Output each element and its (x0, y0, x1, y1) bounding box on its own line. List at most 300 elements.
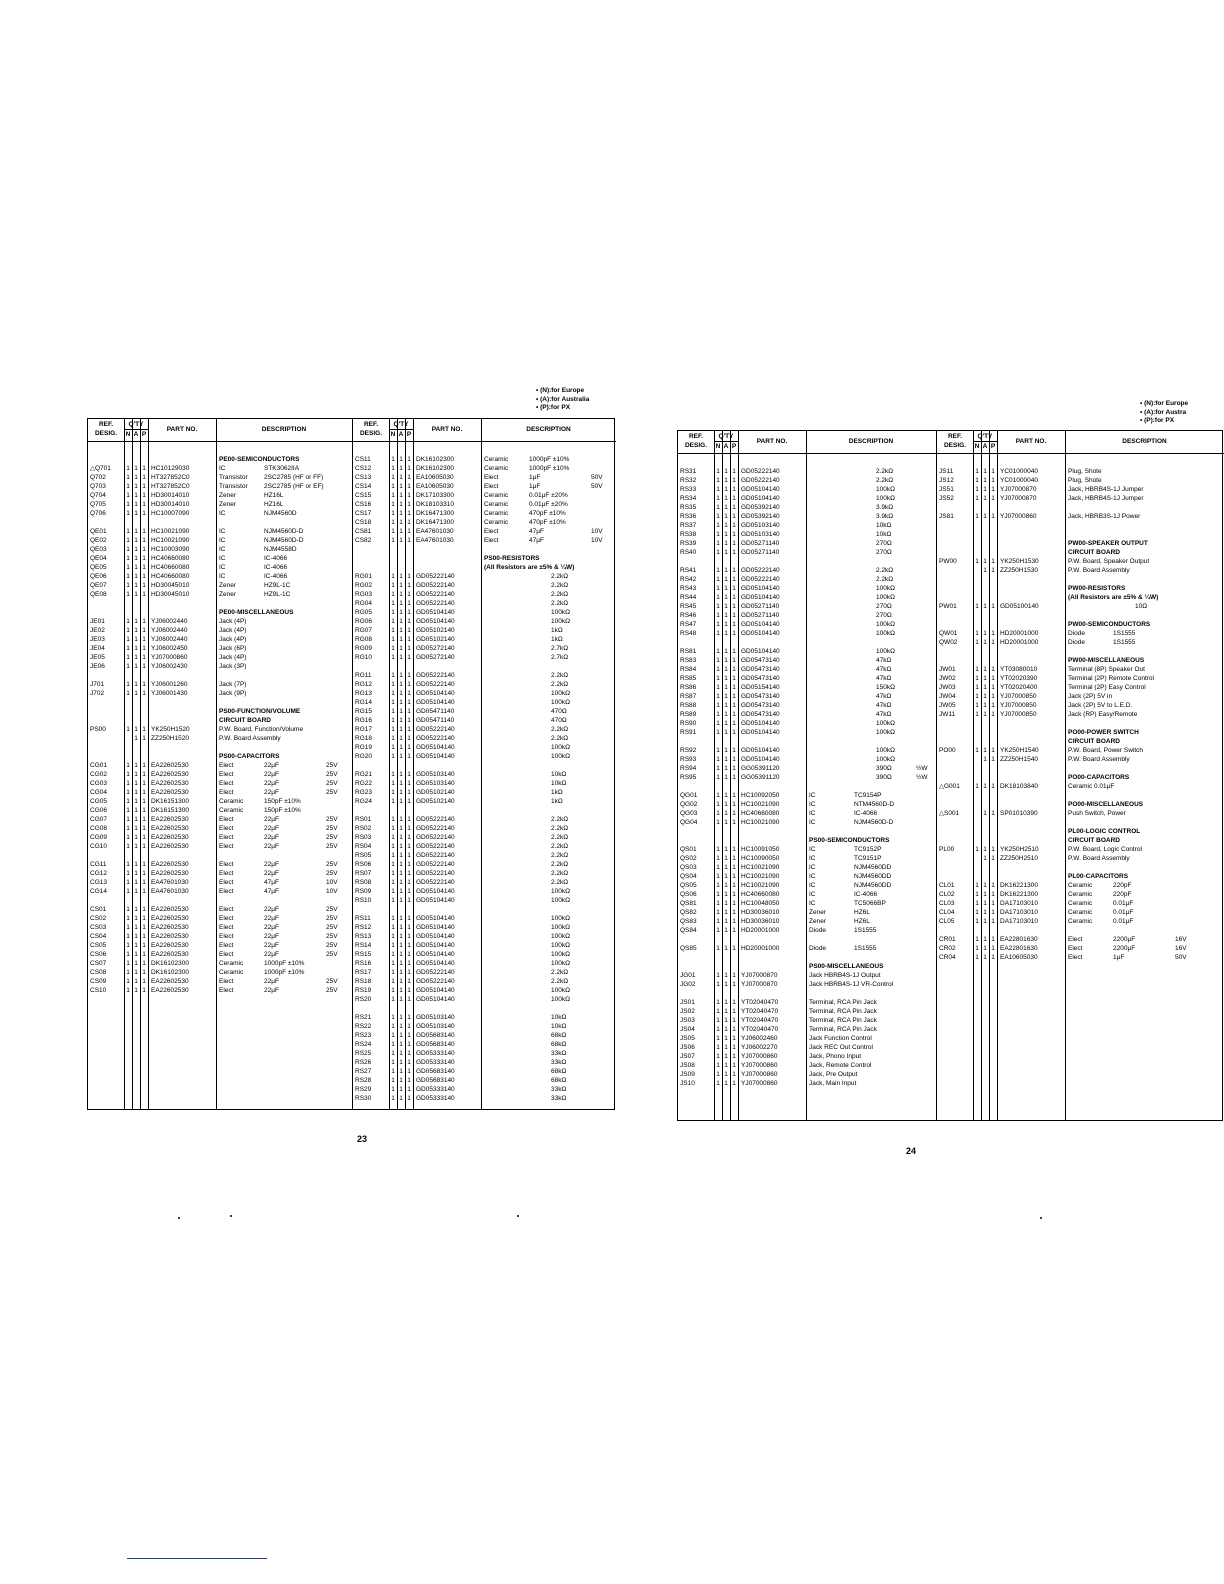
ref-desig: PL00 (939, 846, 955, 853)
description-type: P.W. Board Assembly (1068, 756, 1130, 763)
ref-desig: CG08 (90, 825, 107, 832)
qty-a: 1 (724, 648, 728, 655)
qty-n: 1 (716, 1062, 720, 1069)
qty-a: 1 (724, 900, 728, 907)
qty-n: 1 (391, 510, 395, 517)
qty-n: 1 (391, 834, 395, 841)
part-number: DK16151300 (151, 807, 189, 814)
table-row (678, 989, 936, 998)
table-row (353, 473, 616, 482)
table-row (678, 701, 936, 710)
part-number: YJ07000870 (1000, 495, 1037, 502)
description-type: PW00-SEMICONDUCTORS (1068, 621, 1151, 628)
qty-n: 1 (975, 954, 979, 961)
qty-p: 1 (142, 474, 146, 481)
qty-p: 1 (407, 627, 411, 634)
qty-a: 1 (134, 492, 138, 499)
qty-n: 1 (716, 603, 720, 610)
part-number: GD05333140 (416, 1050, 455, 1057)
description-value: NJM4560DD (854, 873, 892, 880)
part-number: GD05473140 (741, 711, 780, 718)
description-type: IC (809, 810, 816, 817)
description-value: 22μF (264, 762, 279, 769)
description-value: 1μF (1113, 954, 1125, 961)
description-rating: 10V (326, 879, 338, 886)
qty-n: 1 (391, 1086, 395, 1093)
ref-desig: RS35 (680, 504, 697, 511)
table-row (353, 950, 616, 959)
qty-p: 1 (407, 771, 411, 778)
qty-a: 1 (724, 702, 728, 709)
table-row (353, 788, 616, 797)
ref-desig: △G001 (939, 783, 960, 790)
ref-desig: RS43 (680, 585, 697, 592)
ref-desig: RS40 (680, 549, 697, 556)
description-value: 100kΩ (551, 897, 570, 904)
qty-a: 1 (399, 717, 403, 724)
part-number: ZZ250H2510 (1000, 855, 1038, 862)
qty-p: 1 (407, 897, 411, 904)
table-row (353, 833, 616, 842)
ref-desig: CS03 (90, 924, 107, 931)
part-number: GD05222140 (741, 567, 780, 574)
table-left-half (678, 431, 936, 1120)
qty-p: 1 (991, 909, 995, 916)
description-value: 1kΩ (551, 789, 563, 796)
qty-n: 1 (391, 699, 395, 706)
qty-p: 1 (732, 792, 736, 799)
description-type: PS00-FUNCTION/VOLUME (219, 708, 301, 715)
description-value: 0.01μF (1113, 900, 1134, 907)
part-number: HD20001000 (1000, 639, 1039, 646)
qty-n: 1 (716, 891, 720, 898)
qty-p: 1 (142, 726, 146, 733)
qty-n: 1 (391, 1077, 395, 1084)
qty-a: 1 (983, 855, 987, 862)
ref-desig: RS85 (680, 675, 697, 682)
ref-desig: JW05 (939, 702, 956, 709)
table-row (937, 674, 1224, 683)
description-type: Jack (2P) 5V in (1068, 693, 1113, 700)
part-number: HD30045010 (151, 591, 190, 598)
qty-n: 1 (716, 1017, 720, 1024)
ref-desig: RS03 (355, 834, 372, 841)
qty-p: 1 (732, 810, 736, 817)
description-type: Push Switch, Power (1068, 810, 1126, 817)
qty-n: 1 (391, 960, 395, 967)
scan-underline (127, 1558, 267, 1559)
qty-p: 1 (407, 609, 411, 616)
description-type: Elect (484, 483, 499, 490)
qty-a: 1 (724, 1026, 728, 1033)
description-rating: 50V (591, 474, 603, 481)
description-value: IC-4066 (264, 555, 288, 562)
description-value: 100kΩ (551, 888, 570, 895)
table-row (353, 572, 616, 581)
part-number: YT02020400 (1000, 684, 1038, 691)
qty-p: 1 (407, 744, 411, 751)
description-value: 33kΩ (551, 1059, 567, 1066)
header-part-no: PART NO. (431, 426, 463, 433)
table-row (88, 761, 352, 770)
table-row (88, 914, 352, 923)
ref-desig: RS90 (680, 720, 697, 727)
qty-a: 1 (983, 909, 987, 916)
header-desig: DESIG. (943, 442, 967, 449)
table-row (88, 473, 352, 482)
qty-n: 1 (391, 537, 395, 544)
part-number: EA47601030 (151, 879, 189, 886)
description-value: 270Ω (876, 549, 892, 556)
description-value: 33kΩ (551, 1086, 567, 1093)
table-row (88, 932, 352, 941)
description-rating: 10V (326, 888, 338, 895)
qty-p: 1 (732, 513, 736, 520)
qty-a: 1 (724, 864, 728, 871)
description-type: PE00-SEMICONDUCTORS (219, 456, 300, 463)
qty-n: 1 (975, 846, 979, 853)
ref-desig: RS93 (680, 756, 697, 763)
description-type: Terminal, RCA Pin Jack (809, 1017, 877, 1024)
ref-desig: Q706 (90, 510, 106, 517)
part-number: GD05103140 (416, 780, 455, 787)
qty-a: 1 (134, 969, 138, 976)
qty-p: 1 (142, 636, 146, 643)
qty-n: 1 (716, 477, 720, 484)
ref-desig: RS14 (355, 942, 372, 949)
qty-n: 1 (716, 486, 720, 493)
qty-a: 1 (724, 567, 728, 574)
table-row (678, 512, 936, 521)
qty-n: 1 (391, 843, 395, 850)
ref-desig: CL03 (939, 900, 955, 907)
table-row (88, 626, 352, 635)
table-row (353, 509, 616, 518)
table-row (678, 1061, 936, 1070)
description-value: 100kΩ (551, 744, 570, 751)
ref-desig: QE08 (90, 591, 107, 598)
description-type: Jack, Pre Output (809, 1071, 858, 1078)
qty-p: 1 (407, 573, 411, 580)
table-row (88, 500, 352, 509)
description-value: 3.9kΩ (876, 513, 894, 520)
part-number: YK250H1540 (1000, 747, 1039, 754)
table-row (937, 557, 1224, 566)
description-type: Ceramic (484, 510, 509, 517)
qty-a: 1 (134, 735, 138, 742)
description-type: IC (809, 864, 816, 871)
qty-p: 1 (407, 825, 411, 832)
table-row (88, 554, 352, 563)
table-row (88, 509, 352, 518)
ref-desig: RS32 (680, 477, 697, 484)
qty-n: 1 (716, 927, 720, 934)
qty-p: 1 (732, 765, 736, 772)
table-row (678, 566, 936, 575)
qty-p: 1 (991, 900, 995, 907)
part-number: GD05104140 (416, 987, 455, 994)
qty-n: 1 (126, 861, 130, 868)
ref-desig: QS81 (680, 900, 697, 907)
table-row (88, 635, 352, 644)
part-number: HC10007090 (151, 510, 190, 517)
ref-desig: RS29 (355, 1086, 372, 1093)
part-number: ZZ250H1530 (1000, 567, 1038, 574)
qty-n: 1 (975, 558, 979, 565)
description-value: 470pF ±10% (529, 510, 566, 517)
qty-p: 1 (407, 528, 411, 535)
ref-desig: CL02 (939, 891, 955, 898)
description-value: NJM4560D-D (264, 537, 304, 544)
description-rating: 16V (1175, 936, 1187, 943)
ref-desig: JS03 (680, 1017, 695, 1024)
description-type: IC (219, 573, 226, 580)
qty-p: 1 (407, 1050, 411, 1057)
qty-a: 1 (399, 1050, 403, 1057)
qty-n: 1 (126, 582, 130, 589)
description-value: 100kΩ (551, 609, 570, 616)
qty-n: 1 (975, 468, 979, 475)
qty-n: 1 (391, 870, 395, 877)
qty-a: 1 (724, 540, 728, 547)
part-number: YC01000040 (1000, 468, 1038, 475)
description-type: IC (219, 510, 226, 517)
qty-p: 1 (407, 942, 411, 949)
ref-desig: JE02 (90, 627, 105, 634)
description-type: Ceramic (219, 969, 244, 976)
qty-p: 1 (732, 882, 736, 889)
ref-desig: JS09 (680, 1071, 695, 1078)
qty-n: 1 (391, 933, 395, 940)
description-value: 1μF (529, 474, 541, 481)
qty-p: 1 (142, 546, 146, 553)
qty-p: 1 (407, 537, 411, 544)
ref-desig: JS02 (680, 1008, 695, 1015)
qty-p: 1 (991, 954, 995, 961)
table-row (937, 728, 1224, 737)
ref-desig: CL04 (939, 909, 955, 916)
qty-a: 1 (399, 744, 403, 751)
description-type: Jack (3P) (219, 663, 247, 670)
qty-p: 1 (142, 789, 146, 796)
description-type: Diode (809, 927, 826, 934)
part-number: GD05104140 (741, 648, 780, 655)
description-value: NJM4560DD (854, 864, 892, 871)
qty-n: 1 (391, 600, 395, 607)
description-value: HZ16L (264, 492, 284, 499)
header-a: A (133, 431, 139, 438)
description-type: Ceramic (1068, 900, 1093, 907)
qty-a: 1 (399, 537, 403, 544)
part-number: GD05333140 (416, 1095, 455, 1102)
description-type: CIRCUIT BOARD (1068, 549, 1120, 556)
qty-a: 1 (399, 492, 403, 499)
qty-n: 1 (126, 807, 130, 814)
qty-p: 1 (407, 879, 411, 886)
qty-a: 1 (724, 495, 728, 502)
part-number: HD30036010 (741, 909, 780, 916)
qty-a: 1 (983, 495, 987, 502)
ref-desig: Q705 (90, 501, 106, 508)
qty-n: 1 (391, 879, 395, 886)
qty-p: 1 (732, 981, 736, 988)
ref-desig: RS45 (680, 603, 697, 610)
qty-n: 1 (126, 780, 130, 787)
table-row (678, 1016, 936, 1025)
qty-a: 1 (724, 981, 728, 988)
qty-a: 1 (983, 477, 987, 484)
ref-desig: QS03 (680, 864, 697, 871)
part-number: GD05222140 (741, 477, 780, 484)
ref-desig: QE04 (90, 555, 107, 562)
ref-desig: △S001 (939, 810, 960, 817)
qty-a: 1 (134, 663, 138, 670)
ref-desig: RS84 (680, 666, 697, 673)
description-type: IC (219, 528, 226, 535)
qty-p: 1 (407, 726, 411, 733)
qty-n: 1 (126, 555, 130, 562)
table-row (353, 617, 616, 626)
part-number: GD05102140 (416, 798, 455, 805)
ref-desig: JG02 (680, 981, 696, 988)
qty-n: 1 (716, 702, 720, 709)
description-value: 100kΩ (551, 753, 570, 760)
part-number: EA47601030 (416, 537, 454, 544)
ref-desig: RS36 (680, 513, 697, 520)
description-rating: 25V (326, 825, 338, 832)
table-row (678, 863, 936, 872)
part-number: EA22602530 (151, 843, 189, 850)
qty-a: 1 (724, 855, 728, 862)
ref-desig: RG05 (355, 609, 372, 616)
qty-n: 1 (716, 1035, 720, 1042)
qty-a: 1 (983, 630, 987, 637)
part-number: GD05222140 (741, 468, 780, 475)
qty-a: 1 (724, 756, 728, 763)
table-row (678, 647, 936, 656)
qty-a: 1 (983, 810, 987, 817)
table-row (88, 833, 352, 842)
part-number: DK16471300 (416, 519, 454, 526)
part-number: GD05104140 (416, 942, 455, 949)
part-number: GD05683140 (416, 1077, 455, 1084)
description-type: Ceramic (484, 465, 509, 472)
ref-desig: JS05 (680, 1035, 695, 1042)
part-number: EA22602530 (151, 780, 189, 787)
page-number: 23 (357, 1134, 368, 1144)
table-row (88, 563, 352, 572)
qty-p: 1 (407, 636, 411, 643)
part-number: GD05222140 (416, 672, 455, 679)
qty-n: 1 (391, 825, 395, 832)
description-value: 2.2kΩ (876, 567, 894, 574)
region-legend (1140, 400, 1188, 426)
table-row (353, 842, 616, 851)
qty-a: 1 (724, 630, 728, 637)
qty-p: 1 (407, 483, 411, 490)
description-value: 2.2kΩ (551, 879, 569, 886)
qty-n: 1 (716, 873, 720, 880)
ref-desig: CS15 (355, 492, 372, 499)
header-part-no: PART NO. (756, 438, 788, 445)
qty-a: 1 (399, 924, 403, 931)
qty-p: 1 (407, 717, 411, 724)
description-value: 1kΩ (551, 636, 563, 643)
part-number: EA22602530 (151, 771, 189, 778)
qty-p: 1 (407, 474, 411, 481)
qty-n: 1 (391, 1059, 395, 1066)
qty-p: 1 (142, 960, 146, 967)
description-value: 100kΩ (876, 585, 895, 592)
part-number: EA22602530 (151, 987, 189, 994)
qty-p: 1 (732, 999, 736, 1006)
part-number: HC10003090 (151, 546, 190, 553)
part-number: EA47601030 (416, 528, 454, 535)
part-number: EA22602530 (151, 825, 189, 832)
description-type: Elect (219, 834, 234, 841)
description-type: Elect (219, 978, 234, 985)
qty-n: 1 (716, 630, 720, 637)
qty-n: 1 (391, 708, 395, 715)
qty-a: 1 (399, 951, 403, 958)
qty-p: 1 (407, 834, 411, 841)
description-type: Ceramic (484, 456, 509, 463)
description-value: 47kΩ (876, 693, 892, 700)
part-number: GD05222140 (416, 600, 455, 607)
table-row (353, 1004, 616, 1013)
part-number: DK16471300 (416, 510, 454, 517)
qty-p: 1 (732, 468, 736, 475)
part-number: YT02040470 (741, 999, 779, 1006)
ref-desig: CS07 (90, 960, 107, 967)
table-row (937, 809, 1224, 818)
part-number: GD05103140 (416, 1014, 455, 1021)
part-number: HC10021090 (741, 864, 780, 871)
qty-a: 1 (724, 666, 728, 673)
ref-desig: CS08 (90, 969, 107, 976)
description-value: 33kΩ (551, 1050, 567, 1057)
qty-n: 1 (126, 879, 130, 886)
description-value: 47kΩ (876, 702, 892, 709)
table-row (88, 599, 352, 608)
description-value: 470Ω (551, 717, 567, 724)
qty-n: 1 (716, 495, 720, 502)
qty-p: 1 (991, 486, 995, 493)
table-row (353, 995, 616, 1004)
table-row (353, 500, 616, 509)
qty-p: 1 (142, 501, 146, 508)
ref-desig: CG13 (90, 879, 107, 886)
description-type: Jack (6P) (219, 645, 247, 652)
qty-n: 1 (716, 531, 720, 538)
legend-line: • (N):for Europe (536, 387, 585, 394)
table-row (88, 851, 352, 860)
table-row (937, 620, 1224, 629)
qty-n: 1 (716, 882, 720, 889)
qty-p: 1 (732, 747, 736, 754)
part-number: GD05473140 (741, 675, 780, 682)
header-qty: Q'TY (718, 433, 734, 440)
qty-n: 1 (975, 918, 979, 925)
table-row (88, 806, 352, 815)
description-type: Ceramic (484, 501, 509, 508)
part-number: HT327852C0 (151, 474, 190, 481)
table-row (937, 701, 1224, 710)
table-row (353, 1067, 616, 1076)
table-row (353, 680, 616, 689)
ref-desig: QG04 (680, 819, 698, 826)
qty-p: 1 (407, 690, 411, 697)
